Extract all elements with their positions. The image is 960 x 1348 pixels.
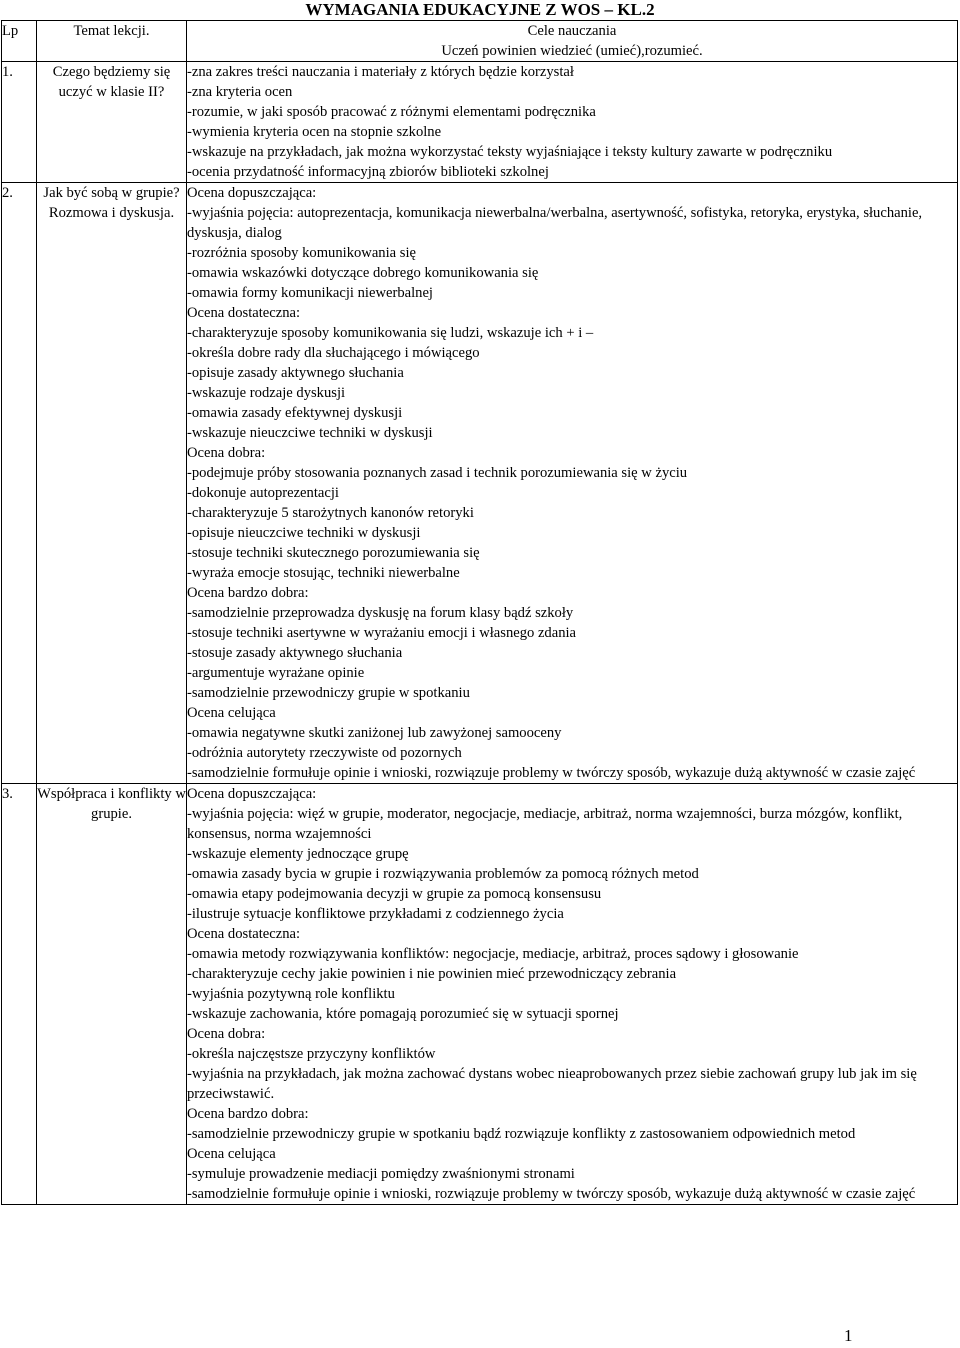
- requirement-line: -samodzielnie przewodniczy grupie w spotkaniu bądź rozwiązuje konflikty z zastosowaniem odpowiednich metod: [187, 1126, 856, 1142]
- requirement-line: -omawia negatywne skutki zaniżonej lub zawyżonej samooceny: [187, 725, 562, 741]
- requirement-line: -stosuje techniki skutecznego porozumiewania się: [187, 545, 480, 561]
- requirement-line: -wyjaśnia na przykładach, jak można zachować dystans wobec nieaprobowanych przez siebie zachowań grupy lub jak im się przeciwstawić.: [187, 1066, 917, 1102]
- requirement-line: -charakteryzuje 5 starożytnych kanonów retoryki: [187, 505, 474, 521]
- requirement-line: -opisuje nieuczciwe techniki w dyskusji: [187, 525, 421, 541]
- requirement-line: -samodzielnie przewodniczy grupie w spotkaniu: [187, 685, 470, 701]
- requirement-line: Ocena dostateczna:: [187, 305, 301, 321]
- requirement-line: -wskazuje rodzaje dyskusji: [187, 385, 346, 401]
- requirement-line: -omawia formy komunikacji niewerbalnej: [187, 285, 433, 301]
- lesson-topic: Jak być sobą w grupie? Rozmowa i dyskusja.: [37, 183, 187, 784]
- requirement-line: -wymienia kryteria ocen na stopnie szkolne: [187, 124, 442, 140]
- requirement-line: -omawia zasady efektywnej dyskusji: [187, 405, 403, 421]
- page-title: WYMAGANIA EDUKACYJNE Z WOS – KL.2: [305, 0, 655, 19]
- requirement-line: -wskazuje na przykładach, jak można wykorzystać teksty wyjaśniające i teksty kultury zawarte w podręczniku: [187, 144, 833, 160]
- requirement-line: Ocena dobra:: [187, 1026, 266, 1042]
- requirement-line: -wskazuje zachowania, które pomagają porozumieć się w sytuacji spornej: [187, 1006, 619, 1022]
- requirement-line: -wyjaśnia pozytywną role konfliktu: [187, 986, 395, 1002]
- requirement-line: -ilustruje sytuacje konfliktowe przykładami z codziennego życia: [187, 906, 564, 922]
- requirement-line: -wyraża emocje stosując, techniki niewerbalne: [187, 565, 460, 581]
- lesson-topic: Czego będziemy się uczyć w klasie II?: [37, 62, 187, 183]
- requirement-line: -argumentuje wyrażane opinie: [187, 665, 365, 681]
- requirement-line: Ocena dopuszczająca:: [187, 185, 317, 201]
- requirement-line: Ocena celująca: [187, 1146, 276, 1162]
- requirement-line: -podejmuje próby stosowania poznanych zasad i technik porozumiewania się w życiu: [187, 465, 688, 481]
- requirements-table: [1, 20, 958, 1205]
- requirement-line: -wskazuje nieuczciwe techniki w dyskusji: [187, 425, 433, 441]
- table-header-row: [2, 21, 958, 62]
- header-topic: Temat lekcji.: [37, 21, 187, 62]
- requirement-line: Ocena bardzo dobra:: [187, 585, 309, 601]
- requirement-line: Ocena bardzo dobra:: [187, 1106, 309, 1122]
- requirement-line: -rozróżnia sposoby komunikowania się: [187, 245, 416, 261]
- requirement-line: -omawia metody rozwiązywania konfliktów: negocjacje, mediacje, arbitraż, proces sądowy i głosowanie: [187, 946, 799, 962]
- requirement-line: -wskazuje elementy jednoczące grupę: [187, 846, 409, 862]
- requirement-line: -dokonuje autoprezentacji: [187, 485, 339, 501]
- requirement-line: -omawia etapy podejmowania decyzji w grupie za pomocą konsensusu: [187, 886, 602, 902]
- requirement-line: Ocena celująca: [187, 705, 276, 721]
- lesson-goals: [187, 183, 958, 784]
- row-number: 3.: [2, 784, 37, 1205]
- row-number: 1.: [2, 62, 37, 183]
- requirement-line: -zna zakres treści nauczania i materiały z których będzie korzystał: [187, 64, 574, 80]
- table-row: [2, 784, 958, 1205]
- requirement-line: -rozumie, w jaki sposób pracować z różnymi elementami podręcznika: [187, 104, 596, 120]
- requirement-line: -samodzielnie formułuje opinie i wnioski, rozwiązuje problemy w twórczy sposób, wykazuje dużą aktywność w czasie zajęć: [187, 765, 916, 781]
- lesson-goals: [187, 62, 958, 183]
- table-row: [2, 62, 958, 183]
- table-row: [2, 183, 958, 784]
- requirement-line: Ocena dopuszczająca:: [187, 786, 317, 802]
- requirement-line: -symuluje prowadzenie mediacji pomiędzy zwaśnionymi stronami: [187, 1166, 575, 1182]
- requirement-line: -stosuje zasady aktywnego słuchania: [187, 645, 403, 661]
- header-goals-subtitle: Uczeń powinien wiedzieć (umieć),rozumieć.: [441, 43, 703, 59]
- requirement-line: -określa najczęstsze przyczyny konfliktów: [187, 1046, 436, 1062]
- requirement-line: -omawia zasady bycia w grupie i rozwiązywania problemów za pomocą różnych metod: [187, 866, 699, 882]
- header-goals: [187, 21, 958, 62]
- requirement-line: -samodzielnie przeprowadza dyskusję na forum klasy bądź szkoły: [187, 605, 574, 621]
- requirement-line: Ocena dostateczna:: [187, 926, 301, 942]
- requirement-line: -opisuje zasady aktywnego słuchania: [187, 365, 404, 381]
- requirement-line: -samodzielnie formułuje opinie i wnioski, rozwiązuje problemy w twórczy sposób, wykazuje dużą aktywność w czasie zajęć: [187, 1186, 916, 1202]
- requirement-line: Ocena dobra:: [187, 445, 266, 461]
- requirement-line: -charakteryzuje sposoby komunikowania się ludzi, wskazuje ich + i –: [187, 325, 594, 341]
- requirement-line: -odróżnia autorytety rzeczywiste od pozornych: [187, 745, 462, 761]
- header-goals-title: Cele nauczania: [527, 23, 617, 39]
- requirement-line: -wyjaśnia pojęcia: autoprezentacja, komunikacja niewerbalna/werbalna, asertywność, sofistyka, retoryka, erystyka, słuchanie, dyskusja, dialog: [187, 205, 923, 241]
- requirement-line: -omawia wskazówki dotyczące dobrego komunikowania się: [187, 265, 539, 281]
- lesson-goals: [187, 784, 958, 1205]
- requirement-line: -zna kryteria ocen: [187, 84, 293, 100]
- page-number: 1: [844, 1326, 853, 1345]
- lesson-topic: Współpraca i konflikty w grupie.: [37, 784, 187, 1205]
- requirement-line: -stosuje techniki asertywne w wyrażaniu emocji i własnego zdania: [187, 625, 577, 641]
- requirement-line: -charakteryzuje cechy jakie powinien i nie powinien mieć przewodniczący zebrania: [187, 966, 677, 982]
- row-number: 2.: [2, 183, 37, 784]
- requirement-line: -ocenia przydatność informacyjną zbiorów biblioteki szkolnej: [187, 164, 549, 180]
- requirement-line: -określa dobre rady dla słuchającego i mówiącego: [187, 345, 480, 361]
- header-lp: Lp: [2, 21, 37, 62]
- requirement-line: -wyjaśnia pojęcia: więź w grupie, moderator, negocjacje, mediacje, arbitraż, norma wzajemności, burza mózgów, konflikt, konsensus, norma wzajemności: [187, 806, 903, 842]
